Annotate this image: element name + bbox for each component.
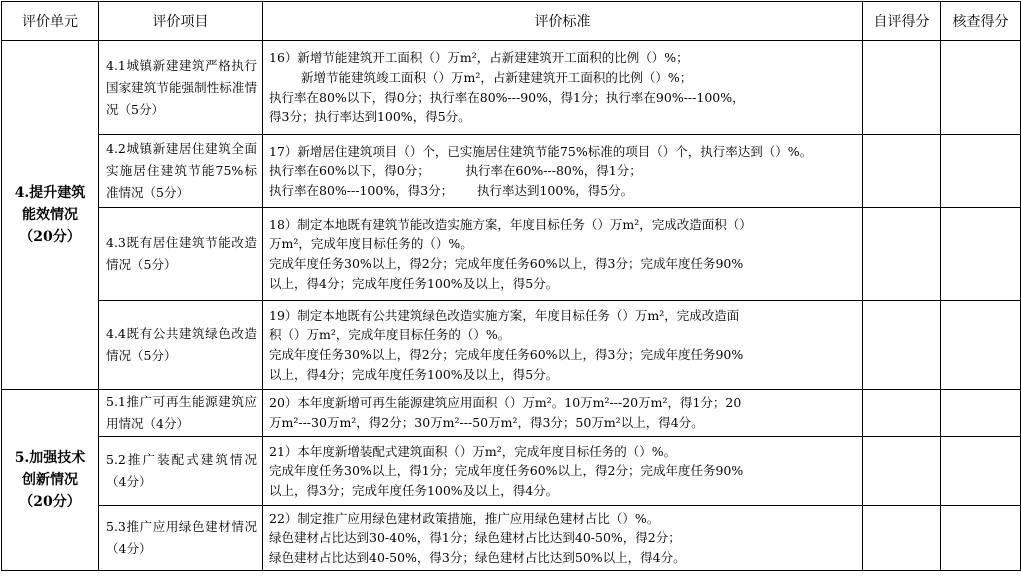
- criteria-cell: [263, 208, 863, 301]
- criteria-line: 20）本年度新增可再生能源建筑应用面积（）万m²。10万m²---20万m²，得1分；20: [269, 395, 742, 411]
- criteria-line: 17）新增居住建筑项目（）个，已实施居住建筑节能75%标准的项目（）个，执行率达到（）%。: [269, 143, 813, 159]
- criteria-line: 19）制定本地既有公共建筑绿色改造实施方案，年度目标任务（）万m²，完成改造面: [269, 307, 740, 323]
- check-score-cell[interactable]: [941, 135, 1021, 208]
- criteria-line: 绿色建材占比达到40-50%，得3分；绿色建材占比达到50%以上，得4分。: [269, 549, 686, 565]
- table-row: [2, 437, 1021, 506]
- criteria-line: 16）新增节能建筑开工面积（）万m²，占新建建筑开工面积的比例（）%；: [269, 50, 689, 66]
- criteria-line: 完成年度任务30%以上，得2分；完成年度任务60%以上，得3分；完成年度任务90%: [269, 256, 744, 271]
- item-cell: 5.1推广可再生能源建筑应用情况（4分）: [99, 390, 263, 437]
- table-row: [2, 390, 1021, 437]
- criteria-cell: [263, 41, 863, 135]
- criteria-line: 绿色建材占比达到30-40%，得1分；绿色建材占比达到40-50%，得2分；: [269, 530, 681, 546]
- header-self-score: 自评得分: [863, 2, 941, 41]
- criteria-cell: [263, 301, 863, 390]
- criteria-cell: [263, 390, 863, 437]
- check-score-cell[interactable]: [941, 506, 1021, 571]
- unit-line: 能效情况: [22, 207, 78, 223]
- self-score-cell[interactable]: [863, 301, 941, 390]
- criteria-line: 万m²---30万m²，得2分；30万m²---50万m²，得3分；50万m²以上，得4分。: [269, 415, 704, 430]
- unit-line: 5.加强技术: [14, 450, 86, 466]
- header-unit: 评价单元: [2, 2, 99, 41]
- criteria-cell: [263, 135, 863, 208]
- unit-cell-energy-efficiency: [2, 41, 99, 390]
- item-cell: 4.1城镇新建建筑严格执行国家建筑节能强制性标准情况（5分）: [99, 41, 263, 135]
- criteria-line: 执行率在80%---100%，得3分； 执行率达到100%，得5分。: [269, 182, 634, 198]
- unit-line: 创新情况: [22, 472, 78, 488]
- criteria-line: 完成年度任务30%以上，得1分；完成年度任务60%以上，得2分；完成年度任务90%: [269, 463, 744, 479]
- check-score-cell[interactable]: [941, 437, 1021, 506]
- self-score-cell[interactable]: [863, 135, 941, 208]
- header-row: [2, 2, 1021, 41]
- table-row: [2, 41, 1021, 135]
- self-score-cell[interactable]: [863, 208, 941, 301]
- self-score-cell[interactable]: [863, 390, 941, 437]
- header-criteria: 评价标准: [263, 2, 863, 41]
- item-cell: 5.3推广应用绿色建材情况（4分）: [99, 506, 263, 571]
- self-score-cell[interactable]: [863, 41, 941, 135]
- unit-line: 4.提升建筑: [14, 185, 86, 201]
- criteria-line: 以上，得4分；完成年度任务100%及以上，得5分。: [269, 366, 559, 382]
- item-cell: 4.2城镇新建居住建筑全面实施居住建筑节能75%标准情况（5分）: [99, 135, 263, 208]
- item-cell: 4.3既有居住建筑节能改造情况（5分）: [99, 208, 263, 301]
- self-score-cell[interactable]: [863, 506, 941, 571]
- criteria-line: 新增节能建筑竣工面积（）万m²，占新建建筑开工面积的比例（）%；: [301, 69, 693, 85]
- header-item: 评价项目: [99, 2, 263, 41]
- table-row: [2, 208, 1021, 301]
- criteria-line: 21）本年度新增装配式建筑面积（）万m²，完成年度目标任务的（）%。: [269, 443, 677, 459]
- criteria-line: 以上，得4分；完成年度任务100%及以上，得5分。: [269, 275, 559, 291]
- check-score-cell[interactable]: [941, 390, 1021, 437]
- item-cell: 4.4既有公共建筑绿色改造情况（5分）: [99, 301, 263, 390]
- check-score-cell[interactable]: [941, 41, 1021, 135]
- self-score-cell[interactable]: [863, 437, 941, 506]
- header-check-score: 核查得分: [941, 2, 1021, 41]
- table-row: [2, 506, 1021, 571]
- criteria-line: 执行率在60%以下，得0分； 执行率在60%---80%，得1分；: [269, 163, 642, 179]
- criteria-line: 积（）万m²，完成年度目标任务的（）%。: [269, 327, 511, 343]
- criteria-line: 完成年度任务30%以上，得2分；完成年度任务60%以上，得3分；完成年度任务90%: [269, 347, 744, 362]
- criteria-cell: [263, 506, 863, 571]
- unit-line: （20分）: [19, 229, 81, 245]
- criteria-line: 22）制定推广应用绿色建材政策措施，推广应用绿色建材占比（）%。: [269, 510, 660, 526]
- table-row: [2, 301, 1021, 390]
- criteria-cell: [263, 437, 863, 506]
- evaluation-table: [1, 1, 1021, 571]
- criteria-line: 18）制定本地既有建筑节能改造实施方案，年度目标任务（）万m²，完成改造面积（）: [269, 216, 752, 232]
- item-cell: 5.2推广装配式建筑情况（4分）: [99, 437, 263, 506]
- criteria-line: 万m²，完成年度目标任务的（）%。: [269, 236, 473, 252]
- table-row: [2, 135, 1021, 208]
- criteria-line: 执行率在80%以下，得0分；执行率在80%---90%，得1分；执行率在90%---100%，: [269, 89, 745, 105]
- criteria-line: 得3分；执行率达到100%，得5分。: [269, 109, 471, 125]
- unit-cell-tech-innovation: [2, 390, 99, 571]
- criteria-line: 以上，得3分；完成年度任务100%及以上，得4分。: [269, 482, 559, 498]
- check-score-cell[interactable]: [941, 208, 1021, 301]
- unit-line: （20分）: [19, 494, 81, 510]
- check-score-cell[interactable]: [941, 301, 1021, 390]
